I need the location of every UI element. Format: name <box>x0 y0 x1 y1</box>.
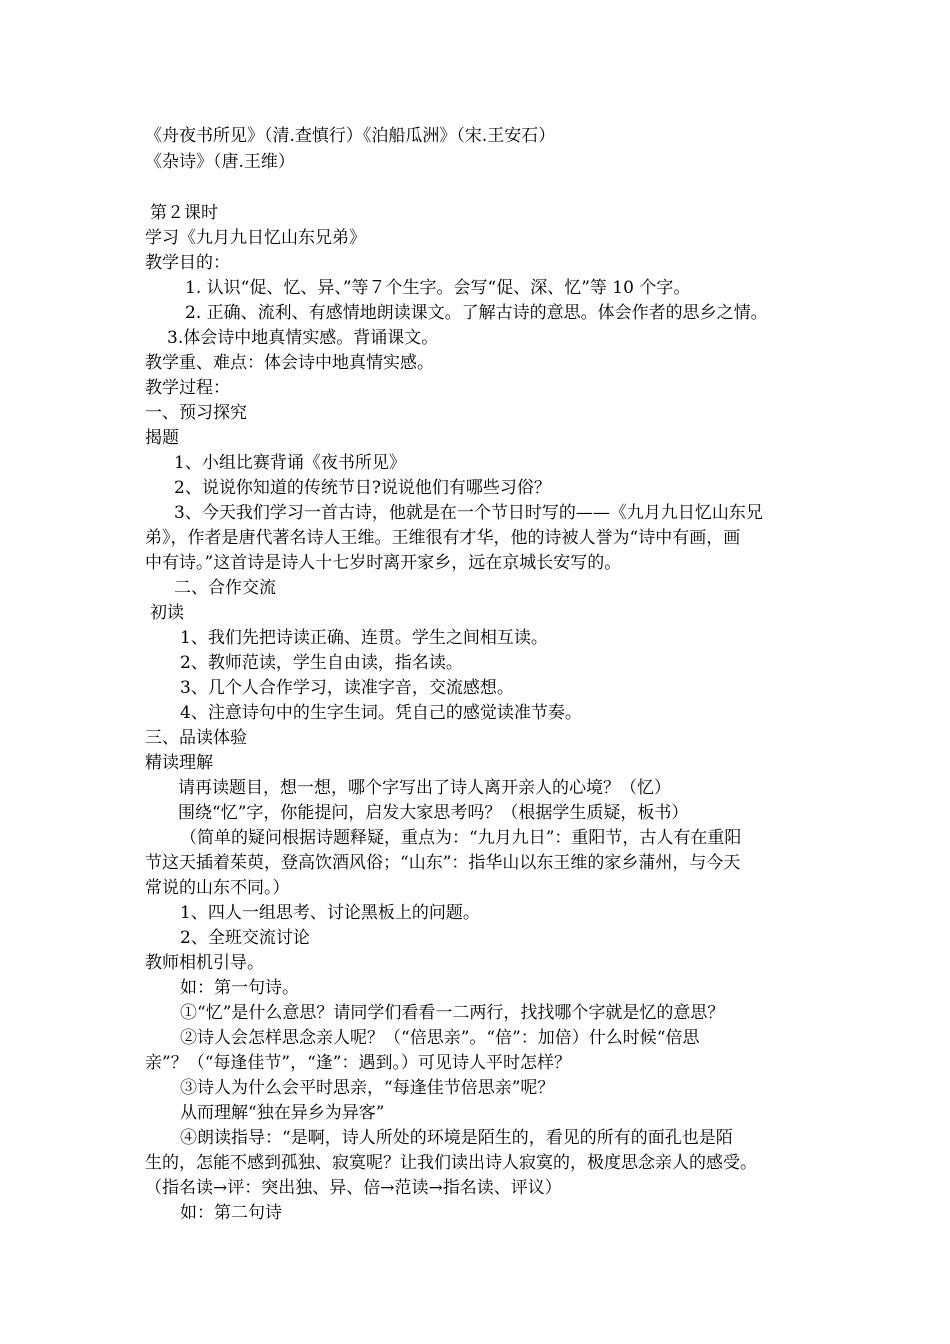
text-line: 节这天插着茱萸，登高饮酒风俗；“山东”：指华山以东王维的家乡蒲州，与今天 <box>145 853 741 873</box>
text-line: 1、我们先把诗读正确、连贯。学生之间相互读。 <box>180 628 548 648</box>
text-line: 中有诗。”这首诗是诗人十七岁时离开家乡，远在京城长安写的。 <box>145 553 622 573</box>
text-line: 2. 正确、流利、有感情地朗读课文。了解古诗的意思。体会作者的思乡之情。 <box>185 303 768 323</box>
text-line: 1. 认识“促、忆、异、”等７个生字。会写“促、深、忆”等 10 个字。 <box>185 278 691 298</box>
heading: 教学过程： <box>145 378 230 398</box>
text-line: 弟》，作者是唐代著名诗人王维。王维很有才华，他的诗被人誉为“诗中有画，画 <box>145 528 741 548</box>
text-line: 围绕“忆”字，你能提问，启发大家思考吗？（根据学生质疑，板书） <box>178 803 689 823</box>
heading: 一、预习探究 <box>145 403 247 423</box>
text-line: 3、几个人合作学习，读准字音，交流感想。 <box>180 678 514 698</box>
heading: 初读 <box>150 603 184 623</box>
text-line: 《舟夜书所见》（清.查慎行）《泊船瓜洲》（宋.王安石） <box>145 126 556 146</box>
text-line: 亲”？（“每逢佳节”，“逢”：遇到。）可见诗人平时怎样？ <box>145 1053 571 1073</box>
text-line: 从而理解“独在异乡为异客” <box>180 1103 385 1123</box>
text-line: ③诗人为什么会平时思亲，“每逢佳节倍思亲”呢？ <box>180 1078 555 1098</box>
text-line: 教师相机引导。 <box>145 953 264 973</box>
text-line: 如：第一句诗。 <box>180 978 299 998</box>
heading: 二、合作交流 <box>174 578 276 598</box>
text-line: （指名读→评：突出独、异、倍→范读→指名读、评议） <box>145 1178 562 1198</box>
text-line: （简单的疑问根据诗题释疑，重点为：“九月九日”：重阳节，古人有在重阳 <box>180 828 742 848</box>
text-line: ①“忆”是什么意思？请同学们看看一二两行，找找哪个字就是忆的意思？ <box>180 1003 725 1023</box>
text-line: 生的，怎能不感到孤独、寂寞呢？让我们读出诗人寂寞的，极度思念亲人的感受。 <box>145 1153 757 1173</box>
text-line: 《杂诗》（唐.王维） <box>145 152 295 172</box>
text-line: 如：第二句诗 <box>180 1203 282 1223</box>
text-line: 2、教师范读，学生自由读，指名读。 <box>180 653 463 673</box>
text-line: 1、四人一组思考、讨论黑板上的问题。 <box>180 903 480 923</box>
text-line: 常说的山东不同。） <box>145 878 290 898</box>
text-line: 3.体会诗中地真情实感。背诵课文。 <box>167 328 439 348</box>
text-line: ②诗人会怎样思念亲人呢？（“倍思亲”。“倍”：加倍）什么时候“倍思 <box>180 1028 700 1048</box>
text-line: 请再读题目，想一想，哪个字写出了诗人离开亲人的心境？（忆） <box>178 778 671 798</box>
text-line: 2、全班交流讨论 <box>180 928 310 948</box>
heading: 揭题 <box>145 428 179 448</box>
section-title: 第２课时 <box>150 203 218 223</box>
text-line: 4、注意诗句中的生字生词。凭自己的感觉读准节奏。 <box>180 703 582 723</box>
text-line: 3、今天我们学习一首古诗，他就是在一个节日时写的——《九月九日忆山东兄 <box>174 503 763 523</box>
text-line: 1、小组比赛背诵《夜书所见》 <box>174 453 406 473</box>
text-line: ④朗读指导：“是啊，诗人所处的环境是陌生的，看见的所有的面孔也是陌 <box>180 1128 733 1148</box>
text-line: 2、说说你知道的传统节日?说说他们有哪些习俗？ <box>174 478 551 498</box>
heading: 三、品读体验 <box>145 728 247 748</box>
lesson-title: 学习《九月九日忆山东兄弟》 <box>145 228 366 248</box>
text-line: 教学重、难点：体会诗中地真情实感。 <box>145 353 434 373</box>
heading: 精读理解 <box>145 753 213 773</box>
heading: 教学目的： <box>145 253 230 273</box>
